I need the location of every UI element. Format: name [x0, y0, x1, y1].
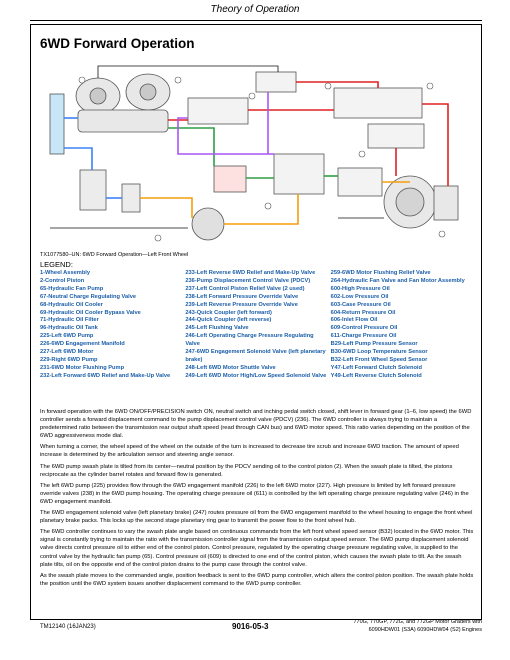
- body-paragraph: In forward operation with the 6WD ON/OFF/PRECISION switch ON, neutral switch and inching pedal switch closed, shift lever in forward gear (1–6, low speed) the 6WD controller sends a forward displacement command to the pump displacement control valve (PDCV) (236). The 6WD controller is always trying to maintain a predetermined ratio between the transmission rear output shaft speed (read through CAN bus) and 6WD motor speed. This ratio varies depending on the position of the 6WD aggressiveness mode dial.: [40, 409, 472, 440]
- legend-item: Y49-Left Reverse Clutch Solenoid: [330, 372, 422, 379]
- legend-item: 1-Wheel Assembly: [40, 270, 91, 276]
- legend-item: 2-Control Piston: [40, 277, 85, 284]
- body-paragraph: The left 6WD pump (225) provides flow through the 6WD engagement manifold (226) to the left 6WD motor (227). High pressure is limited by left forward pressure override valves (238) in the 6WD pump housing. The operating charge pressure oil (611) is controlled by the left operating charge pressure regulating valve (246) in the 6WD engagement manifold.: [40, 482, 469, 505]
- valve-blocks: [188, 72, 424, 196]
- hydraulic-schematic-diagram: [38, 58, 476, 250]
- legend-item: 602-Low Pressure Oil: [330, 293, 389, 300]
- legend-item: 245-Left Flushing Valve: [185, 325, 249, 332]
- legend-item: 69-Hydraulic Oil Cooler Bypass Valve: [40, 309, 141, 316]
- footer-page-number: 9016-05-3: [232, 622, 269, 631]
- body-paragraph: As the swash plate moves to the commanded angle, position feedback is sent to the 6WD pump controller, which alters the control piston position. The swash plate holds the position until the 6WD system issues another displacement command to the 6WD pump controller.: [40, 572, 474, 587]
- legend-item: 237-Left Control Piston Relief Valve (2 used): [185, 285, 305, 292]
- filter-and-cooler: [80, 170, 224, 240]
- legend-item: 246-Left Operating Charge Pressure Regulating Valve: [185, 333, 314, 348]
- legend-item: 609-Control Pressure Oil: [330, 325, 398, 332]
- legend-item: 611-Charge Pressure Oil: [330, 333, 397, 340]
- legend-title: LEGEND:: [40, 260, 73, 269]
- legend-item: B29-Left Pump Pressure Sensor: [330, 341, 418, 348]
- legend-item: 229-Right 6WD Pump: [40, 356, 98, 363]
- legend-item: 232-Left Forward 6WD Relief and Make-Up Valve: [40, 372, 171, 379]
- legend-item: 244-Quick Coupler (left reverse): [185, 317, 272, 324]
- legend-item: 264-Hydraulic Fan Valve and Fan Motor Assembly: [330, 277, 465, 284]
- body-paragraph: The 6WD controller continues to vary the swash plate angle based on continuous commands from the left front wheel speed sensor (B32) located in the 6WD motor. This signal is constantly trying to maintain the ratio with the transmission controller signal from the transmission output speed sensor. The 6WD pump displacement solenoid valve directs control pressure oil to either end of the control piston. Control pressure, regulated by the operating charge pressure regulating valve, is supplied to the control valve by the hydraulic fan pump (65). Control pressure oil (609) is directed to one end of the control piston, which causes the swash plate to tilt. As the swash plate tilts, oil on the opposite end of the control piston drains to the pump case through the control valve.: [40, 529, 474, 568]
- legend-item: 96-Hydraulic Oil Tank: [40, 325, 98, 332]
- legend-item: 236-Pump Displacement Control Valve (PDCV): [185, 277, 311, 284]
- legend-item: 243-Quick Coupler (left forward): [185, 309, 272, 316]
- legend-item: 226-6WD Engagement Manifold: [40, 341, 125, 348]
- footer-doc-code: TM12140 (16JAN23): [40, 624, 96, 630]
- pump-assembly: [76, 74, 170, 132]
- legend: [40, 270, 472, 381]
- footer-product-line-2: 6090HDW01 (S3A) 6090HDW04 (S2) Engines: [368, 627, 482, 633]
- legend-item: 600-High Pressure Oil: [330, 285, 390, 292]
- legend-item: 227-Left 6WD Motor: [40, 349, 94, 356]
- legend-item: 71-Hydraulic Oil Filter: [40, 317, 99, 324]
- legend-item: 606-Inlet Flow Oil: [330, 317, 378, 324]
- oil-tank: [50, 94, 64, 154]
- legend-item: 68-Hydraulic Oil Cooler: [40, 301, 103, 308]
- section-title: 6WD Forward Operation: [40, 36, 195, 51]
- legend-item: 603-Case Pressure Oil: [330, 301, 391, 308]
- legend-item: B30-6WD Loop Temperature Sensor: [330, 349, 428, 356]
- page-header-title: Theory of Operation: [210, 4, 300, 15]
- legend-item: 233-Left Reverse 6WD Relief and Make-Up Valve: [185, 270, 316, 276]
- header-rule: [30, 20, 482, 21]
- legend-column-1: [40, 270, 181, 381]
- legend-item: 65-Hydraulic Fan Pump: [40, 285, 104, 292]
- legend-item: Y47-Left Forward Clutch Solenoid: [330, 364, 422, 371]
- legend-item: 231-6WD Motor Flushing Pump: [40, 364, 125, 371]
- legend-item: B32-Left Front Wheel Speed Sensor: [330, 356, 428, 363]
- legend-item: 259-6WD Motor Flushing Relief Valve: [330, 270, 431, 276]
- footer-product-line-1: 770G, 770GP, 772G, and 772GP Motor Graders with: [353, 619, 482, 625]
- legend-column-2: [185, 270, 326, 381]
- legend-item: 248-Left 6WD Motor Shuttle Valve: [185, 364, 276, 371]
- legend-item: 239-Left Reverse Pressure Override Valve: [185, 301, 298, 308]
- body-paragraph: The 6WD engagement solenoid valve (left planetary brake) (247) routes pressure oil from the 6WD engagement manifold to the wheel housing to engage the front wheel planetary brake packs. This locks up the second stage planetary ring gear to transmit the power flow to the front wheel hub.: [40, 510, 473, 525]
- footer-product: [326, 618, 482, 634]
- legend-column-3: [331, 270, 472, 381]
- legend-item: 247-6WD Engagement Solenoid Valve (left planetary brake): [185, 349, 326, 363]
- wheel-motor: [384, 176, 458, 228]
- figure-caption: TX1077580–UN: 6WD Forward Operation—Left Front Wheel: [40, 252, 189, 258]
- legend-item: 67-Neutral Charge Regulating Valve: [40, 293, 137, 300]
- legend-item: 604-Return Pressure Oil: [330, 309, 396, 316]
- body-paragraph: The 6WD pump swash plate is tilted from its center—neutral position by the PDCV sending oil to the control piston (2). When the swash plate is tilted, the pistons reciprocate as the cylinder barrel rotates and forward flow is generated.: [40, 463, 453, 478]
- legend-item: 225-Left 6WD Pump: [40, 333, 94, 340]
- legend-item: 249-Left 6WD Motor High/Low Speed Solenoid Valve: [185, 372, 327, 379]
- body-text: [40, 408, 474, 591]
- legend-item: 238-Left Forward Pressure Override Valve: [185, 293, 299, 300]
- body-paragraph: When turning a corner, the wheel speed of the wheel on the outside of the turn is increased to decrease tire scrub and increase 6WD traction. The amount of speed increase is determined by the articulation sensor and steering angle sensor.: [40, 444, 459, 459]
